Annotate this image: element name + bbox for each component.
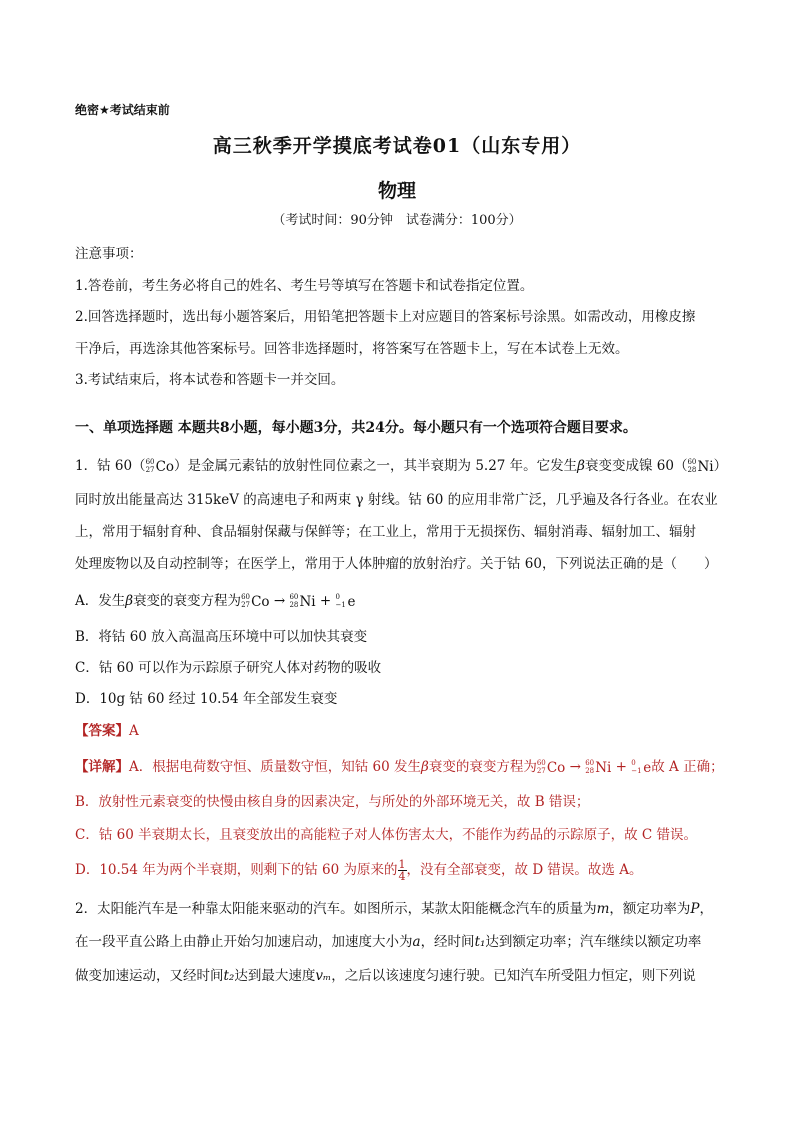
ni-isotope xyxy=(687,457,713,477)
ni-mass: 60 xyxy=(687,457,697,466)
ni-mass: 60 xyxy=(289,592,299,601)
q2-text: ，之后以该速度匀速行驶。已知汽车所受阻力恒定，则下列说 xyxy=(331,968,696,984)
arrow-symbol: → xyxy=(569,759,581,775)
q1-detail-d xyxy=(75,859,642,882)
q1-line-2: 同时放出能量高达 315keV 的高速电子和两束 γ 射线。钴 60 的应用非常广泛，几乎遍及各行各业。在农业 xyxy=(75,492,718,508)
q2-text: ， xyxy=(699,901,713,917)
q1-option-c: C．钴 60 可以作为示踪原子研究人体对药物的吸收 xyxy=(75,660,382,676)
fraction-one-quarter xyxy=(398,859,407,882)
note-item-3: 3.考试结束后，将本试卷和答题卡一并交回。 xyxy=(75,372,345,388)
ni-symbol: Ni xyxy=(299,593,316,610)
beta-symbol: β xyxy=(421,759,429,775)
detail-text: 故 A 正确； xyxy=(651,759,724,775)
option-a-text: 衰变的衰变方程为 xyxy=(133,593,242,609)
co-symbol: Co xyxy=(155,458,175,475)
ni-z: 28 xyxy=(687,465,697,474)
co-symbol: Co xyxy=(546,759,566,776)
electron-symbol: e xyxy=(643,759,652,776)
q2-text: ，经时间 xyxy=(420,934,475,950)
beta-symbol: β xyxy=(125,593,134,609)
q1-line-4: 处理废物以及自动控制等；在医学上，常用于人体肿瘤的放射治疗。关于钴 60，下列说法正确的是（ ） xyxy=(75,556,718,572)
time-info: （考试时间：90分钟 试卷满分：100分） xyxy=(272,213,522,228)
q1-text: 1．钴 60（ xyxy=(75,458,146,474)
q1-text: ） xyxy=(713,458,728,474)
electron-symbol: e xyxy=(347,593,356,610)
t1-symbol: t₁ xyxy=(474,934,486,950)
q1-detail-b: B．放射性元素衰变的快慢由核自身的因素决定，与所处的外部环境无关，故 B 错误； xyxy=(75,794,590,810)
co-mass: 60 xyxy=(536,758,546,767)
fraction-denominator: 4 xyxy=(398,870,406,883)
q2-line-2 xyxy=(75,932,701,952)
co-z: 27 xyxy=(536,766,546,775)
electron-z: −1 xyxy=(631,766,642,775)
plus-symbol: + xyxy=(319,593,332,609)
fraction-numerator: 1 xyxy=(398,858,406,871)
detail-text: ，没有全部衰变，故 D 错误。故选 A。 xyxy=(406,862,643,878)
notes-heading: 注意事项： xyxy=(75,246,143,262)
ni-mass: 60 xyxy=(585,758,595,767)
detail-text: 衰变的衰变方程为 xyxy=(428,759,537,775)
secret-label: 绝密★考试结束前 xyxy=(75,103,170,117)
ni-z: 28 xyxy=(289,600,299,609)
detail-text: D．10.54 年为两个半衰期，则剩下的钴 60 为原来的 xyxy=(75,862,398,878)
ni-symbol: Ni xyxy=(595,759,612,776)
q2-text: 做变加速运动，又经时间 xyxy=(75,968,224,984)
detail-label: 【详解】 xyxy=(75,759,129,775)
q2-text: 在一段平直公路上由静止开始匀加速启动，加速度大小为 xyxy=(75,934,413,950)
co-z: 27 xyxy=(145,465,155,474)
q1-option-d: D．10g 钴 60 经过 10.54 年全部发生衰变 xyxy=(75,691,338,707)
q1-text: ）是金属元素钴的放射性同位素之一，其半衰期为 5.27 年。它发生 xyxy=(174,458,578,474)
electron xyxy=(631,758,651,778)
answer-label: 【答案】 xyxy=(75,723,129,739)
acceleration-symbol: a xyxy=(412,934,421,950)
co-isotope xyxy=(146,457,174,477)
ni-isotope xyxy=(289,592,315,612)
co-mass: 60 xyxy=(145,457,155,466)
ni-isotope xyxy=(585,758,611,778)
q1-text: 衰变变成镍 60（ xyxy=(584,458,688,474)
note-item-1: 1.答卷前，考生务必将自己的姓名、考生号等填写在答题卡和试卷指定位置。 xyxy=(75,278,534,294)
co-isotope xyxy=(537,758,565,778)
q2-line-1 xyxy=(75,899,713,919)
ni-z: 28 xyxy=(585,766,595,775)
q2-text: 2．太阳能汽车是一种靠太阳能来驱动的汽车。如图所示，某款太阳能概念汽车的质量为 xyxy=(75,901,597,917)
q1-line-1 xyxy=(75,456,727,477)
electron xyxy=(335,592,355,612)
ni-symbol: Ni xyxy=(697,458,714,475)
arrow-symbol: → xyxy=(273,593,286,609)
co-symbol: Co xyxy=(251,593,270,610)
mass-symbol: m xyxy=(596,901,610,917)
vm-symbol: vₘ xyxy=(315,968,332,984)
q1-line-3: 上，常用于辐射育种、食品辐射保藏与保鲜等；在工业上，常用于无损探伤、辐射消毒、辐射加工、辐射 xyxy=(75,524,696,540)
q1-option-b: B．将钴 60 放入高温高压环境中可以加快其衰变 xyxy=(75,629,368,645)
electron-z: −1 xyxy=(335,600,346,609)
q2-text: 达到最大速度 xyxy=(234,968,316,984)
power-symbol: P xyxy=(690,901,700,917)
q1-detail-a xyxy=(75,757,724,778)
co-z: 27 xyxy=(241,600,250,609)
q1-option-a xyxy=(75,591,355,612)
note-item-2-cont: 干净后，再选涂其他答案标号。回答非选择题时，将答案写在答题卡上，写在本试卷上无效。 xyxy=(75,341,629,357)
co-mass: 60 xyxy=(241,592,250,601)
t2-symbol: t₂ xyxy=(223,968,235,984)
q1-answer xyxy=(75,721,139,741)
electron-mass: 0 xyxy=(631,758,636,767)
page-title: 高三秋季开学摸底考试卷01（山东专用） xyxy=(212,135,582,157)
beta-symbol: β xyxy=(577,458,585,474)
electron-mass: 0 xyxy=(335,592,340,601)
q1-detail-c: C．钴 60 半衰期太长，且衰变放出的高能粒子对人体伤害太大，不能作为药品的示踪原子，故 C 错误。 xyxy=(75,827,698,843)
co-isotope xyxy=(241,592,269,612)
detail-text: A．根据电荷数守恒、质量数守恒，知钴 60 发生 xyxy=(129,759,422,775)
subject-title: 物理 xyxy=(377,180,416,202)
q2-text: 达到额定功率；汽车继续以额定功率 xyxy=(485,934,702,950)
answer-value: A xyxy=(129,723,139,739)
note-item-2: 2.回答选择题时，选出每小题答案后，用铅笔把答题卡上对应题目的答案标号涂黑。如需改动，用橡皮擦 xyxy=(75,309,696,325)
q2-text: ，额定功率为 xyxy=(609,901,691,917)
section-heading: 一、单项选择题 本题共8小题，每小题3分，共24分。每小题只有一个选项符合题目要求。 xyxy=(75,420,637,436)
plus-symbol: + xyxy=(615,759,627,775)
q2-line-3 xyxy=(75,966,696,986)
option-a-text: A．发生 xyxy=(75,593,126,609)
